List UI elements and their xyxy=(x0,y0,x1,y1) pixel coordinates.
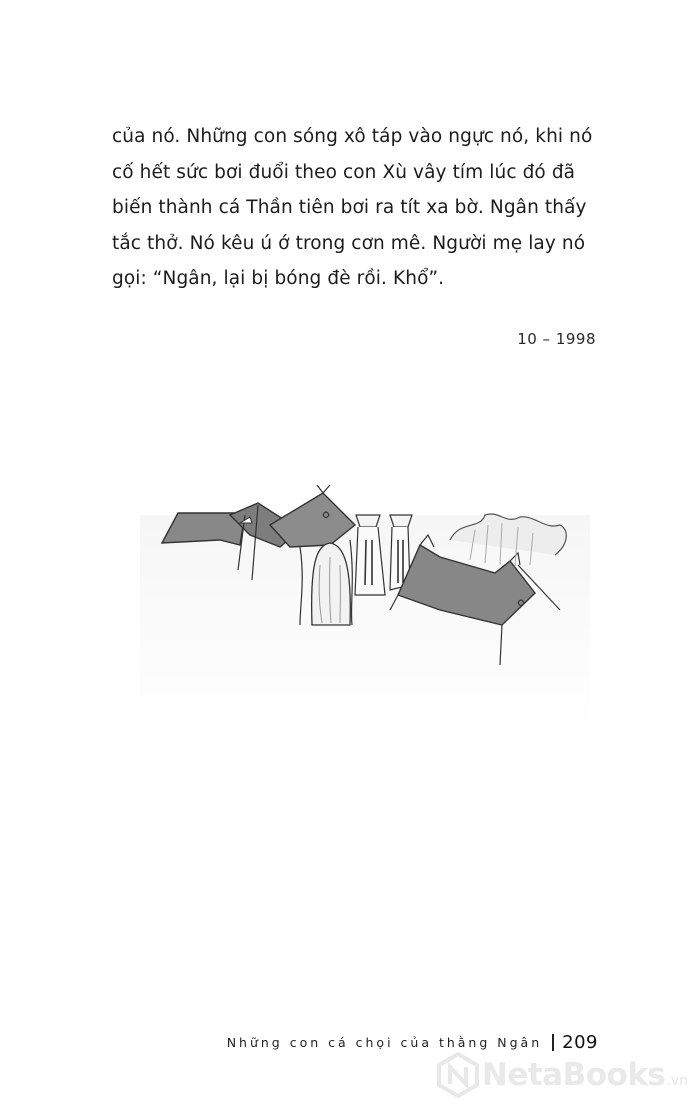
body-paragraph xyxy=(112,119,602,297)
publisher-watermark xyxy=(434,1051,688,1099)
village-rooftops-illustration xyxy=(140,485,590,735)
footer-divider xyxy=(552,1034,554,1051)
watermark-suffix: .vn xyxy=(666,1073,688,1089)
body-line: tắc thở. Nó kêu ú ớ trong cơn mê. Người mẹ lay nó xyxy=(112,232,586,254)
netabooks-logo-icon xyxy=(434,1051,482,1099)
body-line: gọi: “Ngân, lại bị bóng đè rồi. Khổ”. xyxy=(112,268,445,289)
running-book-title: Những con cá chọi của thằng Ngân xyxy=(226,1035,543,1050)
page-number: 209 xyxy=(562,1032,598,1053)
watermark-brand: NetaBooks xyxy=(481,1057,666,1093)
body-line: của nó. Những con sóng xô táp vào ngực nó, khi nó xyxy=(112,126,593,147)
body-line: cố hết sức bơi đuổi theo con Xù vây tím lúc đó đã xyxy=(112,161,576,183)
date-note: 10 – 1998 xyxy=(517,330,596,348)
body-line: biến thành cá Thần tiên bơi ra tít xa bờ. Ngân thấy xyxy=(112,197,587,218)
page-footer xyxy=(227,1032,598,1053)
